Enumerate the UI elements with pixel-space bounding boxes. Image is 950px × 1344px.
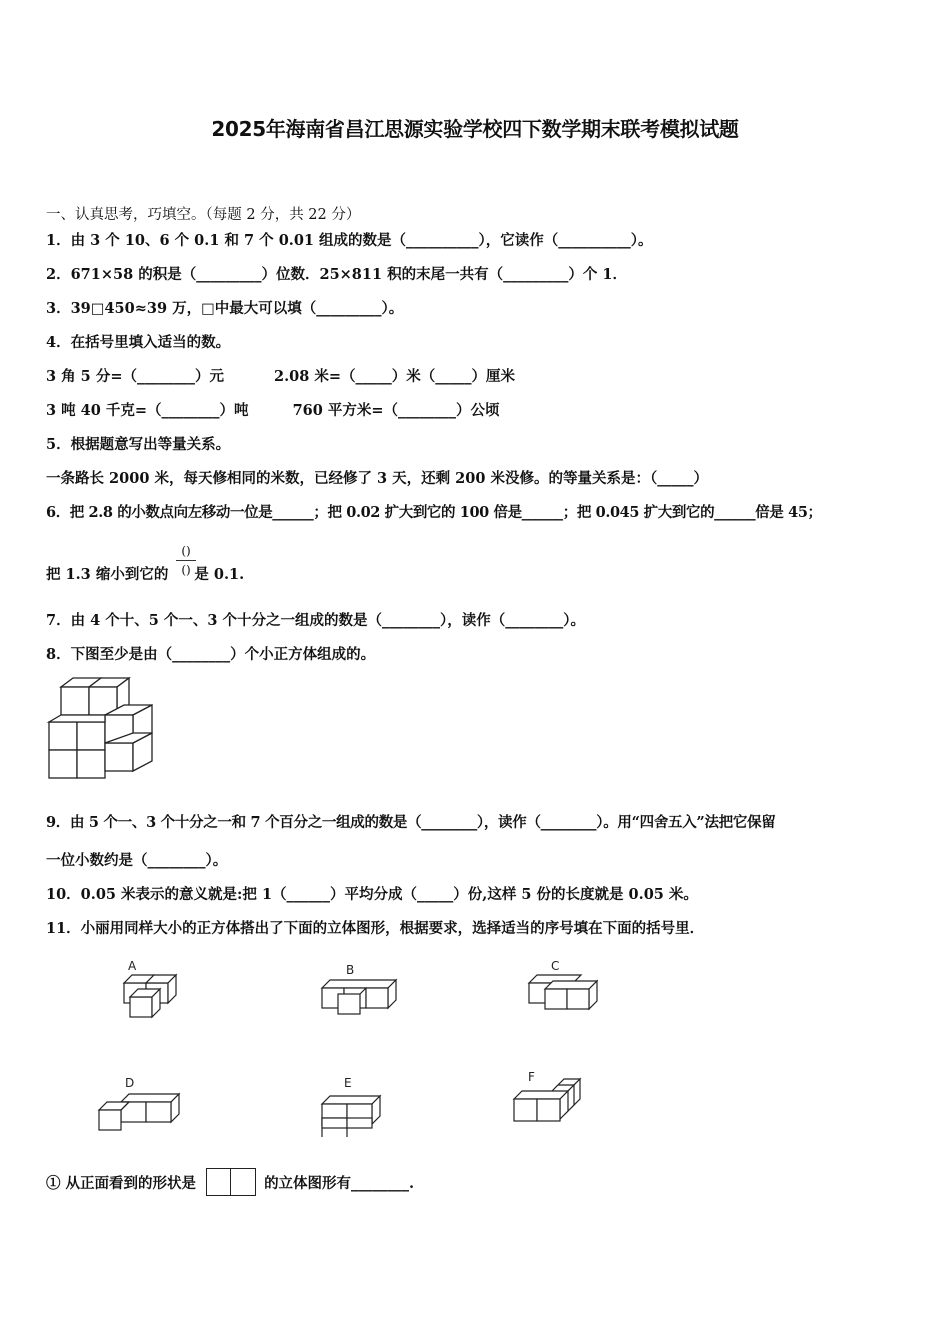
figure-d-label: D [125, 1076, 135, 1090]
figure-e [318, 1072, 398, 1137]
q4a-right: 2.08 米=（_____）米（_____）厘米 [273, 368, 515, 385]
figure-a [110, 955, 190, 1025]
figure-d [95, 1072, 185, 1137]
question-6-line-2 [46, 563, 244, 584]
question-8: 8．下图至少是由（________）个小正方体组成的。 [46, 646, 376, 663]
figure-b-label: B [346, 963, 355, 977]
question-11: 11．小丽用同样大小的正方体搭出了下面的立体图形，根据要求，选择适当的序号填在下面的括号里． [46, 920, 705, 937]
section-heading: 一、认真思考，巧填空。（每题 2 分，共 22 分） [46, 207, 361, 223]
question-1: 1．由 3 个 10、6 个 0.1 和 7 个 0.01 组成的数是（__________），它读作（__________）。 [46, 232, 653, 249]
fraction-numerator: () [181, 544, 191, 558]
front-view-shape [206, 1168, 256, 1196]
q4b-left: 3 吨 40 千克=（________）吨 [46, 402, 249, 419]
figure-a-label: A [128, 959, 137, 973]
fraction-denominator: () [181, 563, 191, 577]
q4b-right: 760 平方米=（________）公顷 [292, 402, 500, 419]
figure-f [510, 1065, 600, 1130]
question-3: 3．39□450≈39 万，□中最大可以填（_________）。 [46, 300, 404, 317]
question-4-row-2 [46, 399, 500, 420]
question-5-text: 一条路长 2000 米，每天修相同的米数，已经修了 3 天，还剩 200 米没修。的等量关系是：（_____） [46, 470, 708, 487]
question-9: 9．由 5 个一、3 个十分之一和 7 个百分之一组成的数是（________），读作（________）。用“四舍五入”法把它保留 [46, 814, 776, 831]
question-11-part-1 [46, 1170, 414, 1198]
q6b-post: 是 0.1. [194, 566, 245, 583]
question-9-line-2: 一位小数约是（________）。 [46, 852, 228, 869]
figure-e-label: E [344, 1076, 352, 1090]
cube-stack-figure [44, 675, 164, 785]
q4a-left: 3 角 5 分=（________）元 [46, 368, 224, 385]
question-5: 5．根据题意写出等量关系。 [46, 436, 231, 453]
q6b-pre: 把 1.3 缩小到它的 [46, 566, 169, 583]
fraction [176, 543, 196, 578]
figure-c [525, 955, 605, 1020]
page-title: 2025年海南省昌江思源实验学校四下数学期末联考模拟试题 [211, 117, 739, 141]
question-10: 10．0.05 米表示的意义就是:把 1（______）平均分成（_____）份,这样 5 份的长度就是 0.05 米。 [46, 886, 698, 903]
figure-b [318, 960, 408, 1020]
question-6: 6．把 2.8 的小数点向左移动一位是______；把 0.02 扩大到它的 100 倍是______；把 0.045 扩大到它的______倍是 45； [46, 504, 822, 521]
q11a-pre: ① 从正面看到的形状是 [46, 1175, 197, 1192]
question-4-row-1 [46, 365, 515, 386]
question-4: 4．在括号里填入适当的数。 [46, 334, 231, 351]
question-7: 7．由 4 个十、5 个一、3 个十分之一组成的数是（________），读作（________）。 [46, 612, 586, 629]
figure-c-label: C [551, 959, 560, 973]
question-2: 2．671×58 的积是（_________）位数．25×811 积的末尾一共有（_________）个 1． [46, 266, 628, 283]
q11a-post: 的立体图形有________. [264, 1175, 415, 1192]
figure-f-label: F [528, 1070, 535, 1084]
